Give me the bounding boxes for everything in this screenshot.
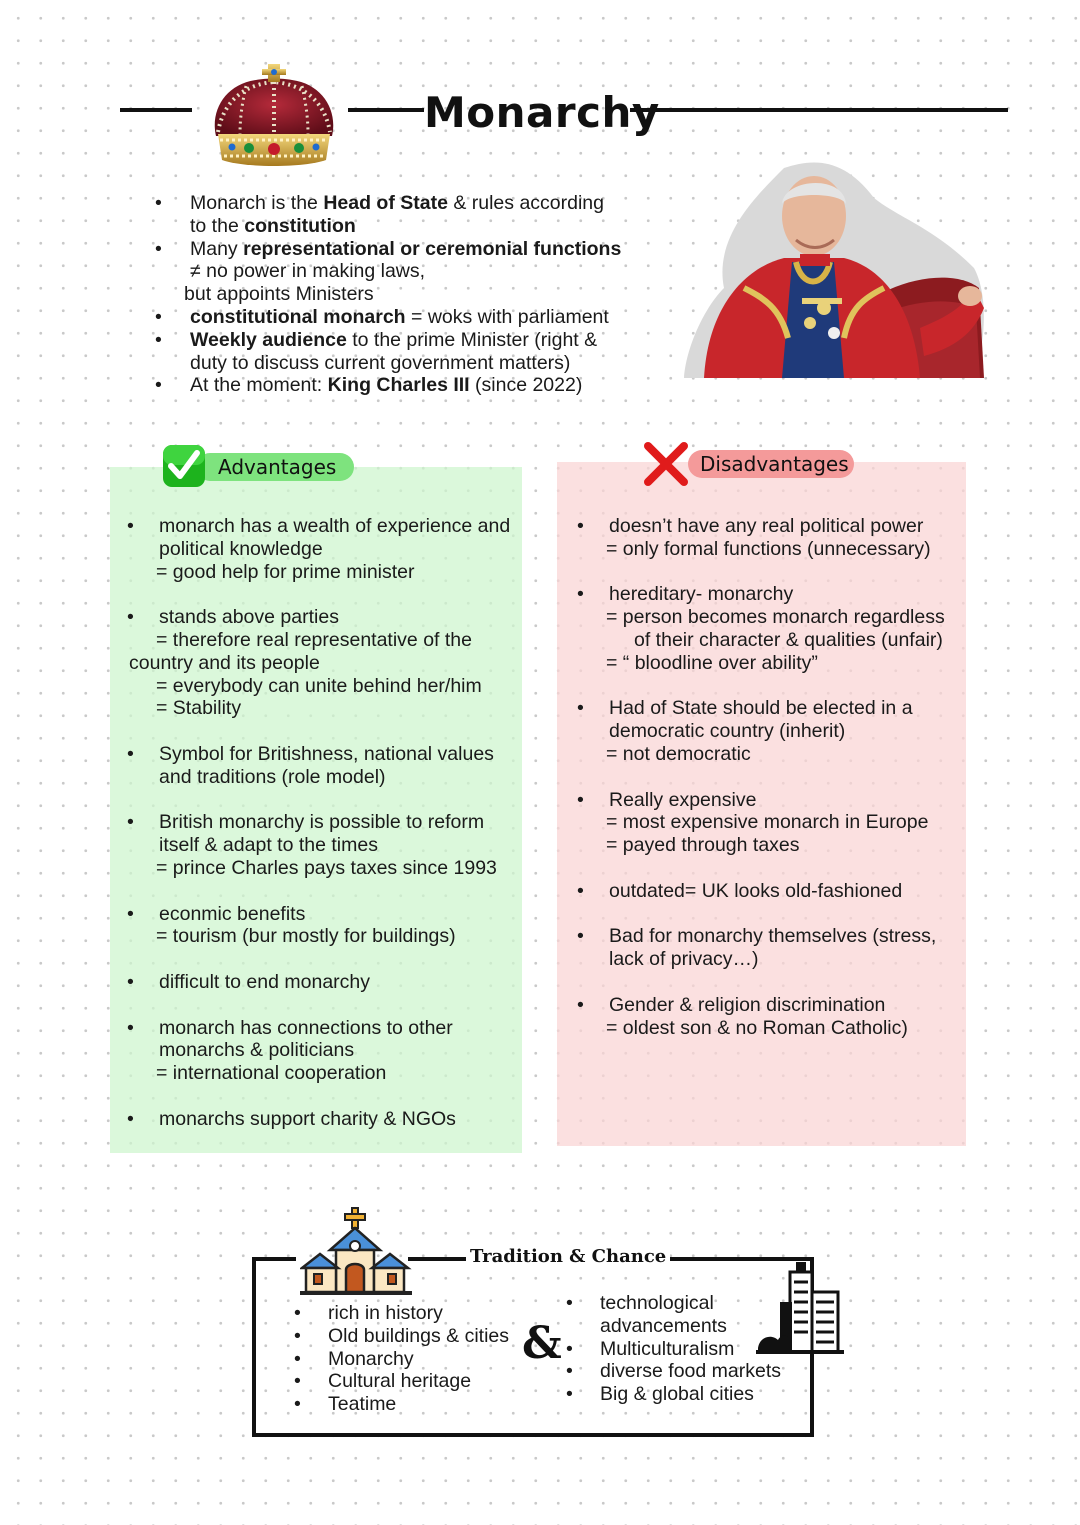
chance-list (566, 1292, 781, 1406)
list-item: • stands above parties = therefore real representative of the country and its people = everybody can unite behind her/him = Stability (122, 606, 522, 720)
list-item: • technological (566, 1292, 781, 1315)
list-item-continued: advancements (600, 1314, 727, 1337)
tradition-list (294, 1302, 509, 1416)
tc-top-line-left (252, 1257, 296, 1261)
list-item: • econmic benefits = tourism (bur mostly for buildings) (122, 903, 522, 949)
ampersand: & (522, 1318, 562, 1369)
intro-bullet-functions: • Many representational or ceremonial functions (150, 238, 670, 261)
list-item: • doesn’t have any real political power = only formal functions (unnecessary) (572, 515, 967, 561)
list-item: • rich in history (294, 1302, 509, 1325)
list-item: • Really expensive = most expensive monarch in Europe = payed through taxes (572, 789, 967, 857)
cross-icon (642, 440, 690, 488)
list-item: • Big & global cities (566, 1383, 781, 1406)
list-item: • Gender & religion discrimination = oldest son & no Roman Catholic) (572, 994, 967, 1040)
title-line-mid (348, 108, 424, 112)
list-item: • monarchs support charity & NGOs (122, 1108, 522, 1131)
crown-icon (204, 58, 344, 170)
intro-bullet-head-of-state: • Monarch is the Head of State & rules according (150, 192, 670, 215)
title-line-right (630, 108, 1008, 112)
list-item: • Cultural heritage (294, 1370, 509, 1393)
intro-list: • Monarch is the Head of State & rules according to the constitution • Many representational or ceremonial functions ≠ no power in making laws, but appoints Ministers • constitutional monarch = woks with parliament • Weekly audience to the prime Minister (right & duty to discuss current government matters) • At the moment: King Charles III (since 2022) (150, 192, 670, 397)
list-item: • Monarchy (294, 1348, 509, 1371)
intro-bullet-current-king: • At the moment: King Charles III (since 2022) (150, 374, 670, 397)
list-item: • British monarchy is possible to reform itself & adapt to the times = prince Charles pays taxes since 1993 (122, 811, 522, 879)
list-item: • outdated= UK looks old-fashioned (572, 880, 967, 903)
list-item: • Had of State should be elected in a democratic country (inherit) = not democratic (572, 697, 967, 765)
tc-top-line-mid (408, 1257, 468, 1261)
list-item: • Bad for monarchy themselves (stress, lack of privacy…) (572, 925, 967, 971)
list-item: • hereditary- monarchy = person becomes monarch regardless of their character & qualities (unfair) = “ bloodline over ability” (572, 583, 967, 674)
title-line-left (120, 108, 192, 112)
tradition-chance-title: Tradition & Chance (466, 1246, 670, 1267)
list-item: • diverse food markets (566, 1360, 781, 1383)
list-item: • Old buildings & cities (294, 1325, 509, 1348)
page-title: Monarchy (424, 88, 660, 137)
list-item: • Symbol for Britishness, national values and traditions (role model) (122, 743, 522, 789)
list-item: • difficult to end monarchy (122, 971, 522, 994)
advantages-list (122, 515, 522, 1153)
list-item: • monarch has a wealth of experience and political knowledge = good help for prime minister (122, 515, 522, 583)
advantages-heading: Advantages (196, 453, 354, 481)
disadvantages-list (572, 515, 967, 1062)
king-portrait (684, 158, 990, 380)
check-icon (160, 441, 208, 489)
intro-bullet-audience: • Weekly audience to the prime Minister (right & (150, 329, 670, 352)
list-item: • Teatime (294, 1393, 509, 1416)
list-item: • Multiculturalism (566, 1338, 781, 1361)
list-item: • monarch has connections to other monarchs & politicians = international cooperation (122, 1017, 522, 1085)
intro-bullet-constitutional: • constitutional monarch = woks with parliament (150, 306, 670, 329)
disadvantages-heading: Disadvantages (688, 450, 854, 478)
tc-top-line-right (664, 1257, 814, 1261)
church-icon (300, 1206, 412, 1296)
